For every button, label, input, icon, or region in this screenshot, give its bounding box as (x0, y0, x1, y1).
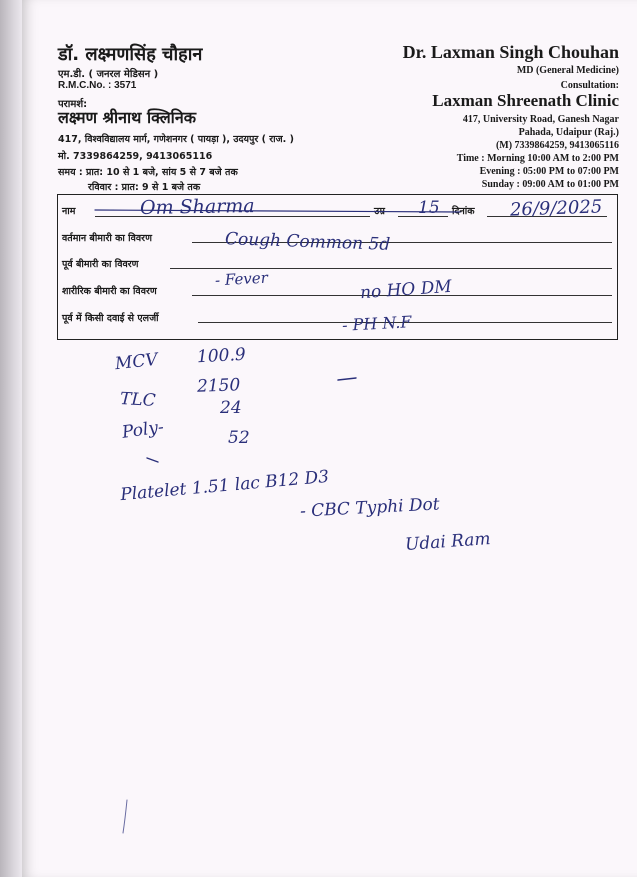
consult-label-english: Consultation: (560, 80, 619, 91)
handwritten-date: 26/9/2025 (509, 196, 603, 221)
note-lymph-value: 52 (228, 428, 250, 448)
phone-english: (M) 7339864259, 9413065116 (495, 140, 619, 151)
timing-evening-english: Evening : 05:00 PM to 07:00 PM (479, 166, 619, 177)
name-label: नाम (62, 206, 76, 217)
note-cbc-line: - CBC Typhi Dot (299, 494, 441, 522)
address-line2-english: Pahada, Udaipur (Raj.) (518, 127, 619, 138)
note-poly-value: 24 (220, 398, 242, 418)
allergy-label: पूर्व में किसी दवाई से एलर्जी (62, 313, 159, 324)
age-label: उम्र (374, 206, 385, 217)
stray-mark (123, 800, 127, 833)
handwritten-past-illness: - Fever (214, 268, 269, 290)
rmc-number: R.M.C.No. : 3571 (58, 80, 137, 91)
note-poly-label: Poly- (120, 417, 165, 443)
name-strikethrough (95, 210, 460, 212)
degree-hindi: एम.डी. ( जनरल मेडिसन ) (58, 69, 159, 80)
doctor-name-english: Dr. Laxman Singh Chouhan (402, 42, 619, 62)
clinic-name-hindi: लक्ष्मण श्रीनाथ क्लिनिक (58, 108, 196, 127)
note-tlc-label: TLC (119, 389, 157, 411)
past-illness-label: पूर्व बीमारी का विवरण (62, 259, 139, 270)
doctor-signature: Udai Ram (404, 529, 492, 555)
handwritten-age: 15 (418, 198, 440, 218)
date-label: दिनांक (452, 206, 475, 217)
address-hindi: 417, विश्वविद्यालय मार्ग, गणेशनगर ( पायड़ा ), उदयपुर ( राज. ) (58, 134, 294, 145)
tick-stroke (147, 458, 158, 462)
timing-sunday-english: Sunday : 09:00 AM to 01:00 PM (481, 179, 619, 190)
note-platelet-line: Platelet 1.51 lac B12 D3 (119, 466, 330, 506)
dash-stroke (338, 378, 356, 380)
physical-illness-label: शारीरिक बीमारी का विवरण (62, 286, 157, 297)
clinic-name-english: Laxman Shreenath Clinic (432, 91, 619, 110)
handwritten-allergy: - PH N.F (341, 312, 412, 335)
consult-label-hindi: परामर्श: (58, 99, 88, 110)
note-mcv-value: 100.9 (196, 344, 247, 368)
handwritten-current-illness: Cough Common 5d (224, 229, 391, 255)
degree-english: MD (General Medicine) (516, 65, 619, 76)
note-mcv-label: MCV (114, 349, 159, 375)
current-illness-label: वर्तमान बीमारी का विवरण (62, 233, 152, 244)
timing-morning-english: Time : Morning 10:00 AM to 2:00 PM (456, 153, 619, 164)
note-tlc-value: 2150 (196, 375, 241, 397)
timing-weekday-hindi: समय : प्रात: 10 से 1 बजे, सांय 5 से 7 बजे तक (58, 167, 238, 178)
phone-hindi: मो. 7339864259, 9413065116 (58, 151, 213, 162)
handwritten-patient-name: Om Sharma (139, 195, 255, 219)
handwritten-physical: no HO DM (359, 276, 453, 304)
address-line1-english: 417, University Road, Ganesh Nagar (462, 114, 619, 125)
timing-sunday-hindi: रविवार : प्रात: 9 से 1 बजे तक (88, 182, 201, 193)
doctor-name-hindi: डॉ. लक्ष्मणसिंह चौहान (58, 44, 203, 65)
